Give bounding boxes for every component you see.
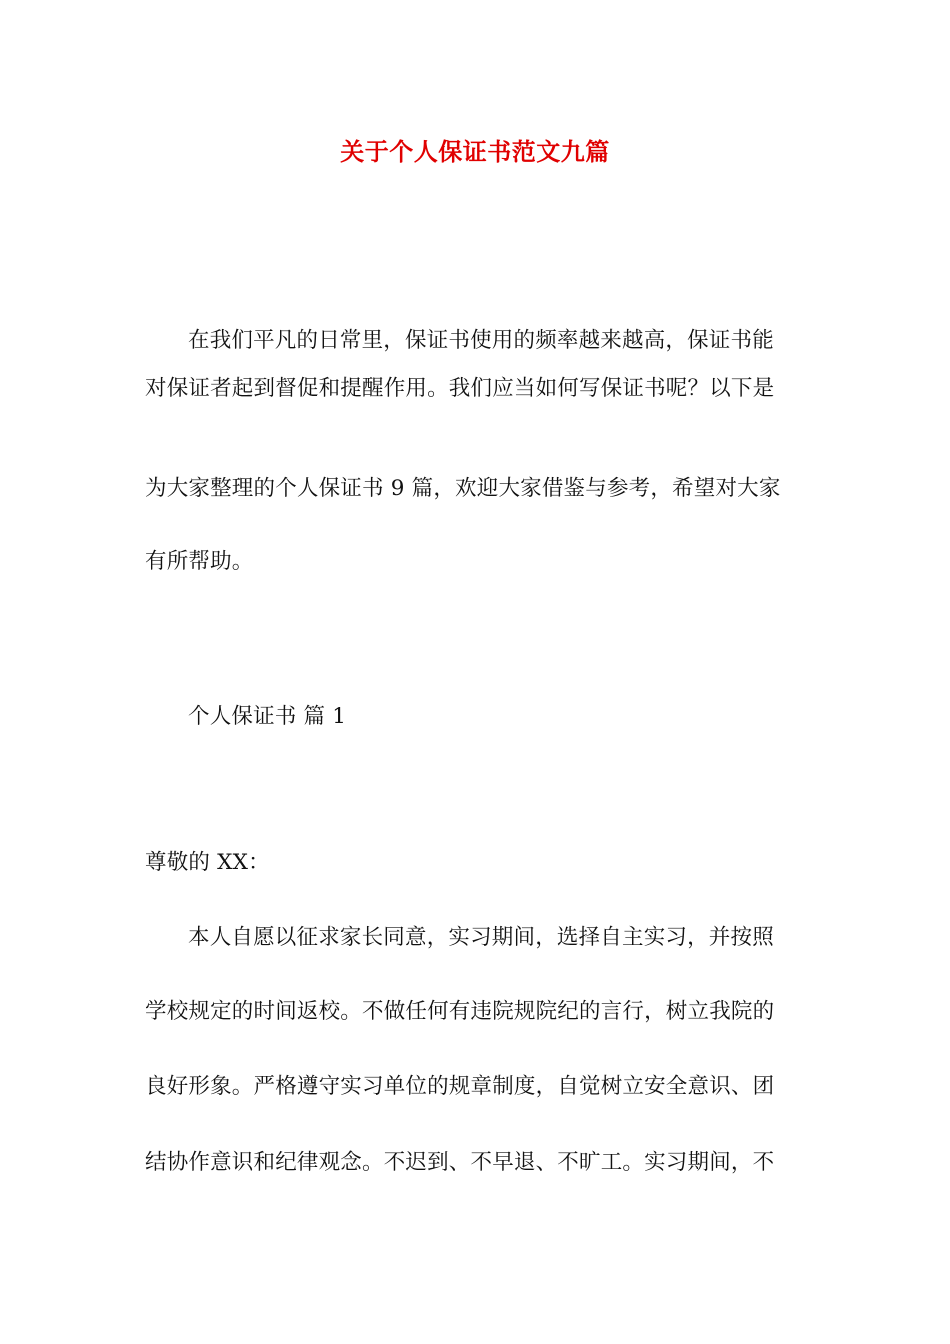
body-paragraph-line-2: 学校规定的时间返校。不做任何有违院规院纪的言行，树立我院的	[145, 999, 775, 1024]
intro-paragraph-line-2: 对保证者起到督促和提醒作用。我们应当如何写保证书呢？以下是	[145, 376, 775, 401]
intro-paragraph-line-3: 为大家整理的个人保证书 9 篇，欢迎大家借鉴与参考，希望对大家	[145, 476, 781, 501]
salutation: 尊敬的 XX：	[145, 850, 270, 875]
body-paragraph-line-3: 良好形象。严格遵守实习单位的规章制度，自觉树立安全意识、团	[145, 1074, 775, 1099]
body-paragraph-line-1: 本人自愿以征求家长同意，实习期间，选择自主实习，并按照	[188, 925, 774, 950]
document-title: 关于个人保证书范文九篇	[340, 138, 610, 166]
section-heading: 个人保证书 篇 1	[188, 704, 347, 729]
intro-paragraph-line-1: 在我们平凡的日常里，保证书使用的频率越来越高，保证书能	[188, 328, 774, 353]
body-paragraph-line-4: 结协作意识和纪律观念。不迟到、不早退、不旷工。实习期间，不	[145, 1150, 775, 1175]
intro-paragraph-line-4: 有所帮助。	[145, 549, 254, 574]
